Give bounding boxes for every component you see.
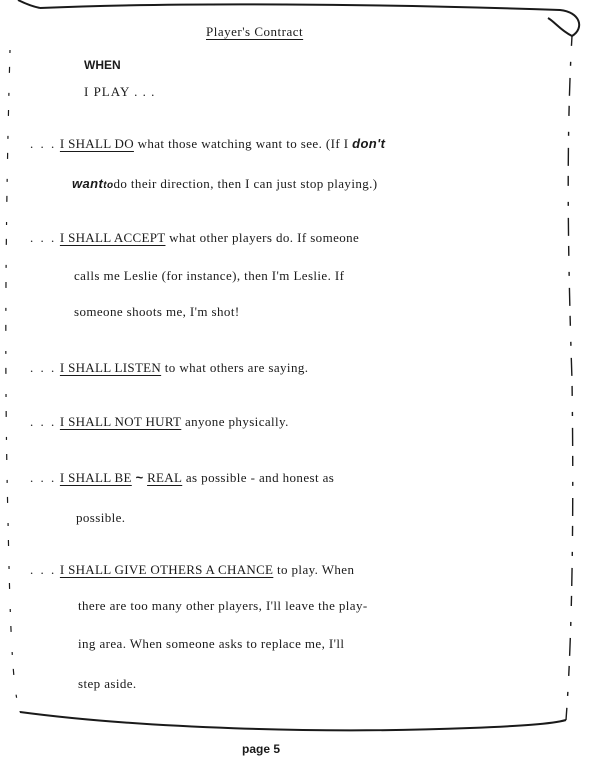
clause-text: anyone physically. [184,414,289,429]
clause-text: what those watching want to see. (If I [137,136,349,151]
clause-not-hurt-line [30,414,289,430]
clause-accept-line-1 [30,230,359,246]
clause-heading-do: I SHALL DO [59,136,134,151]
handwritten-want: want [72,176,104,191]
page-number: page 5 [242,742,281,756]
clause-be-real-line-2: possible. [76,510,126,525]
clause-text: do their direction, then I can just stop playing.) [113,176,378,191]
clause-dots: . . . [30,562,57,577]
clause-heading-not-hurt: I SHALL NOT HURT [59,414,182,429]
intro-line: I PLAY . . . [84,84,156,99]
clause-accept-line-2: calls me Leslie (for instance), then I'm Leslie. If [74,268,345,283]
handwritten-dont: don't [352,136,386,151]
clause-dots: . . . [30,136,57,151]
clause-listen-line [30,360,308,376]
clause-dots: . . . [30,414,57,429]
clause-text: to play. When [276,562,355,577]
clause-text: what other players do. If someone [169,230,360,245]
handwritten-insert-mark: ~ [135,470,144,485]
clause-be-real-line-1 [30,470,334,486]
when-handwritten-label: WHEN [84,58,121,72]
page-title: Player's Contract [206,24,304,39]
clause-chance-line-3: ing area. When someone asks to replace me, I'll [78,636,345,651]
clause-heading-be-real-end: REAL [147,470,183,485]
clause-dots: . . . [30,360,57,375]
clause-chance-line-4: step aside. [78,676,137,691]
clause-heading-be-real-start: I SHALL BE [59,470,132,485]
clause-heading-chance: I SHALL GIVE OTHERS A CHANCE [59,562,274,577]
clause-heading-accept: I SHALL ACCEPT [59,230,166,245]
clause-do-line-2 [72,176,378,192]
clause-chance-line-2: there are too many other players, I'll leave the play- [78,598,368,613]
clause-do-line-1 [30,136,385,152]
clause-heading-listen: I SHALL LISTEN [59,360,162,375]
clause-dots: . . . [30,230,57,245]
clause-accept-line-3: someone shoots me, I'm shot! [74,304,240,319]
handwritten-to: to [103,180,114,191]
clause-dots: . . . [30,470,57,485]
clause-text: as possible - and honest as [185,470,335,485]
clause-text: to what others are saying. [164,360,309,375]
clause-chance-line-1 [30,562,354,578]
